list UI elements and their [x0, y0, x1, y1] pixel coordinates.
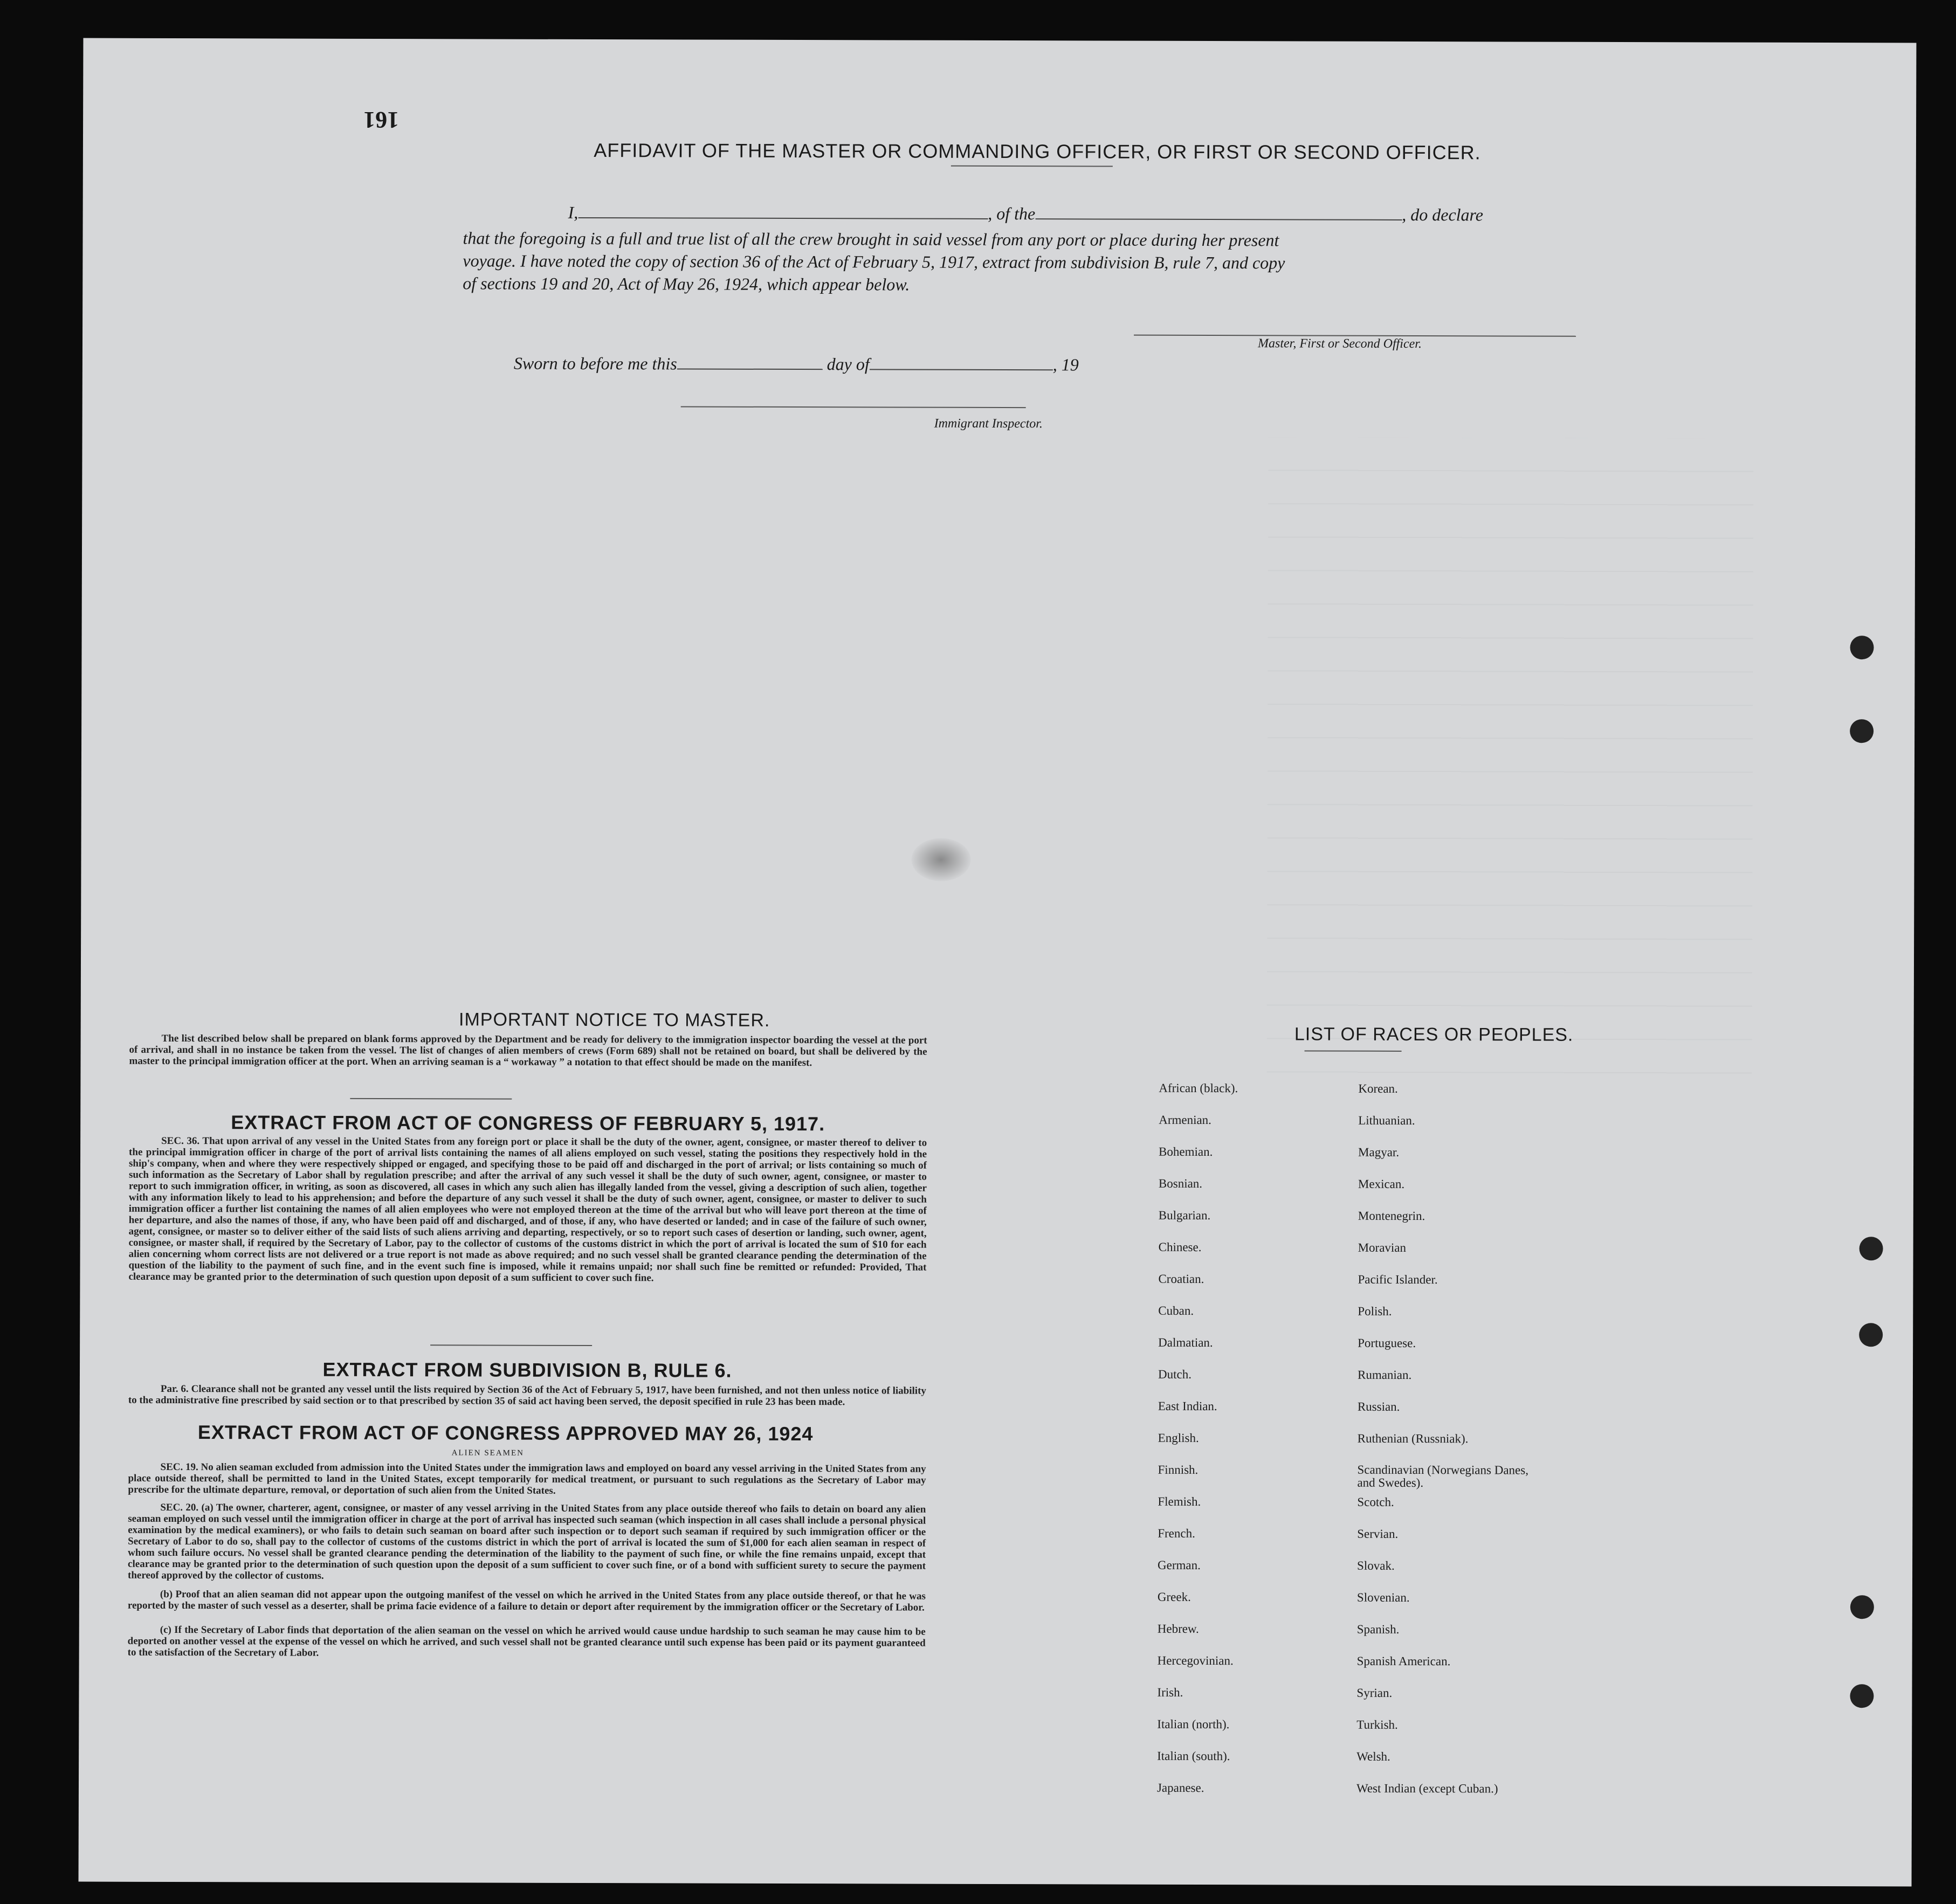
- race-item: Russian.: [1357, 1399, 1400, 1413]
- race-item: Dutch.: [1158, 1367, 1192, 1381]
- notice-text: The list described below shall be prepared on blank forms approved by the Department and be ready for delivery to the immigration inspector boarding the vessel at the port of arrival, and shall in no instance be taken from the vessel. The list of changes of alien members of crews (Form 689) shall not be retained on board, but shall be delivered by the master to the principal immigration officer at the port. When an arriving seaman is a “ workaway ” a notation to that effect should be made on the manifest.: [129, 1032, 927, 1069]
- sworn-line: Sworn to before me this day of , 19: [513, 353, 1079, 375]
- extract-rule6-text: Par. 6. Clearance shall not be granted any vessel until the lists required by Section 36 of the Act of February 5, 1917, have been furnished, and not then unless notice of liability to the administrative fine prescribed by said section or to that prescribed by section 35 of said act having been served, the deposit specified in rule 23 has been made.: [128, 1383, 926, 1408]
- affidavit-line-3: voyage. I have noted the copy of section 36 of the Act of February 5, 1917, extract from subdivision B, rule 7, and copy: [463, 251, 1285, 273]
- punch-hole: [1850, 1684, 1874, 1708]
- page-number: 161: [363, 106, 400, 134]
- race-item: Slovenian.: [1356, 1590, 1410, 1605]
- affidavit-line-4: of sections 19 and 20, Act of May 26, 1924, which appear below.: [463, 273, 910, 294]
- race-item: Magyar.: [1358, 1145, 1400, 1159]
- races-right-column: [83, 38, 1916, 43]
- race-item: Moravian: [1358, 1240, 1407, 1254]
- race-item: African (black).: [1159, 1081, 1238, 1095]
- affidavit-line-1: I, , of the , do declare: [568, 202, 1484, 225]
- race-item: Slovak.: [1357, 1558, 1395, 1572]
- paper-stain: [911, 838, 970, 881]
- extract-1917-title: EXTRACT FROM ACT OF CONGRESS OF FEBRUARY 5, 1917.: [231, 1111, 825, 1135]
- race-item: Hercegovinian.: [1157, 1653, 1234, 1668]
- punch-hole: [1859, 1323, 1883, 1347]
- race-item: Servian.: [1357, 1527, 1399, 1541]
- race-item: Italian (south).: [1157, 1749, 1230, 1763]
- race-item: Polish.: [1358, 1304, 1392, 1318]
- race-item: Pacific Islander.: [1358, 1272, 1438, 1287]
- document-page: [79, 38, 1917, 1887]
- race-item: Finnish.: [1158, 1463, 1199, 1477]
- punch-hole: [1850, 719, 1874, 743]
- race-item: Greek.: [1157, 1590, 1191, 1604]
- race-item: Croatian.: [1158, 1272, 1204, 1286]
- race-item: Spanish.: [1356, 1622, 1400, 1636]
- extract-1924-sec20c: (c) If the Secretary of Labor finds that deportation of the alien seaman on the vessel on which he arrived would cause undue hardship to such seaman he may cause him to be deported on another vessel at the expense of the vessel on which he arrived, and such vessel shall not be granted clearance until such expense has been paid or its payment guaranteed to the satisfaction of the Secretary of Labor.: [127, 1624, 926, 1659]
- extract-1924-sec19: SEC. 19. No alien seaman excluded from admission into the United States under the immigration laws and employed on board any vessel arriving in the United States from any place outside thereof, shall be permitted to land in the United States, except temporarily for medical treatment, or pursuant to such regulations as the Secretary of Labor may prescribe for the ultimate departure, removal, or deportation of such alien from the United States.: [128, 1461, 926, 1496]
- race-item: Italian (north).: [1157, 1717, 1230, 1731]
- race-item: Bohemian.: [1159, 1144, 1213, 1159]
- race-item: West Indian (except Cuban.): [1356, 1781, 1498, 1796]
- race-item: Hebrew.: [1157, 1622, 1199, 1636]
- race-item: Lithuanian.: [1358, 1113, 1415, 1128]
- punch-hole: [1850, 1595, 1874, 1619]
- race-item: Rumanian.: [1357, 1368, 1412, 1382]
- race-item: Chinese.: [1158, 1240, 1202, 1254]
- race-item: Ruthenian (Russniak).: [1357, 1431, 1469, 1446]
- punch-hole: [1859, 1237, 1883, 1260]
- divider: [951, 165, 1113, 167]
- extract-1924-sec20a: SEC. 20. (a) The owner, charterer, agent, consignee, or master of any vessel arriving in the United States from any place outside thereof who fails to detain on board any alien seaman employed on such vessel until the immigration officer in charge at the port of arrival has inspected such seaman (which inspection in all cases shall include a personal physical examination by the medical examiners), or who fails to detain such seaman on board after such inspection or to deport such seaman if required by such immigration officer or the Secretary of Labor to do so, shall pay to the collector of customs of the customs district in which the port of arrival is located the sum of $1,000 for each alien seaman in respect of whom such failure occurs. No vessel shall be granted clearance pending the determination of the liability to the payment of such fine, or while the fine remains unpaid, except that clearance may be granted prior to the determination of such question upon the deposit of a sum sufficient to cover such fine, or of a bond with sufficient surety to secure the payment thereof approved by the collector of customs.: [127, 1501, 926, 1582]
- race-item: Korean.: [1358, 1081, 1398, 1095]
- race-item: Dalmatian.: [1158, 1335, 1213, 1350]
- race-item: Armenian.: [1159, 1113, 1211, 1127]
- race-item: Bosnian.: [1158, 1176, 1203, 1190]
- extract-1917-text: SEC. 36. That upon arrival of any vessel in the United States from any foreign port or place it shall be the duty of the owner, agent, consignee, or master thereof to deliver to the principal immigration officer in charge of the port of arrival lists containing the names of all aliens employed on such vessel, stating the positions they respectively hold in the ship's company, when and where they were respectively shipped or engaged, and specifying those to be paid off and discharged in the port of arrival; or lists containing so much of such information as the Secretary of Labor shall by regulation prescribe; and after the arrival of any such vessel it shall be the duty of such owner, agent, consignee, or master to report to such immigration officer, in writing, as soon as discovered, all cases in which any such alien has illegally landed from the vessel, giving a description of such alien, together with any information likely to lead to his apprehension; and before the departure of any such vessel it shall be the duty of such owner, agent, consignee, or master to deliver to such immigration officer a further list containing the names of all alien employees who were not employed thereon at the time of the arrival but who will leave port thereon at the time of her departure, and also the names of those, if any, who have been paid off and discharged, and of those, if any, who have deserted or landed; and in case of the failure of such owner, agent, consignee, or master so to deliver either of the said lists of such aliens arriving and departing, respectively, or so to report such cases of desertion or landing, such owner, agent, consignee, or master shall, if required by the Secretary of Labor, pay to the collector of customs of the customs district in which the port of arrival is located the sum of $10 for each alien concerning whom correct lists are not delivered or a true report is not made as above required; and no such vessel shall be granted clearance pending the determination of the question of the liability to the payment of such fine, and in the event such fine is imposed, while it remains unpaid; nor shall such fine be remitted or refunded: Provided, That clearance may be granted prior to the determination of such question upon deposit of a sum sufficient to cover such fine.: [128, 1135, 927, 1284]
- race-item: Flemish.: [1158, 1494, 1201, 1508]
- race-item: German.: [1158, 1558, 1201, 1572]
- race-item: East Indian.: [1158, 1399, 1217, 1413]
- race-item: Cuban.: [1158, 1303, 1194, 1317]
- race-item: English.: [1158, 1431, 1199, 1445]
- races-left-column: [83, 38, 1916, 43]
- notice-title: IMPORTANT NOTICE TO MASTER.: [458, 1009, 770, 1031]
- race-item: Turkish.: [1356, 1717, 1398, 1731]
- inspector-line: [681, 406, 1026, 408]
- extract-rule6-title: EXTRACT FROM SUBDIVISION B, RULE 6.: [322, 1358, 732, 1382]
- race-item: Mexican.: [1358, 1177, 1405, 1191]
- races-title: LIST OF RACES OR PEOPLES.: [1294, 1024, 1574, 1045]
- race-item: Portuguese.: [1358, 1336, 1416, 1350]
- race-item: Montenegrin.: [1358, 1209, 1425, 1223]
- race-item: Irish.: [1157, 1685, 1183, 1699]
- divider: [430, 1344, 592, 1346]
- extract-1924-subtitle: ALIEN SEAMEN: [451, 1448, 525, 1458]
- race-item: Scotch.: [1357, 1495, 1394, 1509]
- race-item: Japanese.: [1156, 1781, 1204, 1795]
- race-item: Syrian.: [1356, 1686, 1393, 1700]
- divider: [350, 1098, 512, 1100]
- signature-label: Master, First or Second Officer.: [1257, 336, 1422, 351]
- bleed-through-ledger: [1266, 437, 1753, 1085]
- race-item: Scandinavian (Norwegians Danes, and Swedes).: [1357, 1463, 1529, 1490]
- race-item: Spanish American.: [1356, 1654, 1451, 1668]
- race-item: Bulgarian.: [1158, 1208, 1211, 1223]
- punch-hole: [1850, 636, 1874, 659]
- extract-1924-title: EXTRACT FROM ACT OF CONGRESS APPROVED MAY 26, 1924: [197, 1421, 814, 1445]
- extract-1924-sec20b: (b) Proof that an alien seaman did not appear upon the outgoing manifest of the vessel on which he arrived in the United States from any place outside thereof, or that he was reported by the master of such vessel as a deserter, shall be prima facie evidence of a failure to detain or deport after requirement by the immigration officer or the Secretary of Labor.: [127, 1588, 926, 1613]
- race-item: French.: [1158, 1526, 1195, 1540]
- affidavit-title: AFFIDAVIT OF THE MASTER OR COMMANDING OFFICER, OR FIRST OR SECOND OFFICER.: [594, 139, 1481, 164]
- race-item: Welsh.: [1356, 1749, 1390, 1763]
- inspector-label: Immigrant Inspector.: [934, 416, 1043, 431]
- affidavit-line-2: that the foregoing is a full and true list of all the crew brought in said vessel from any port or place during her present: [463, 228, 1279, 250]
